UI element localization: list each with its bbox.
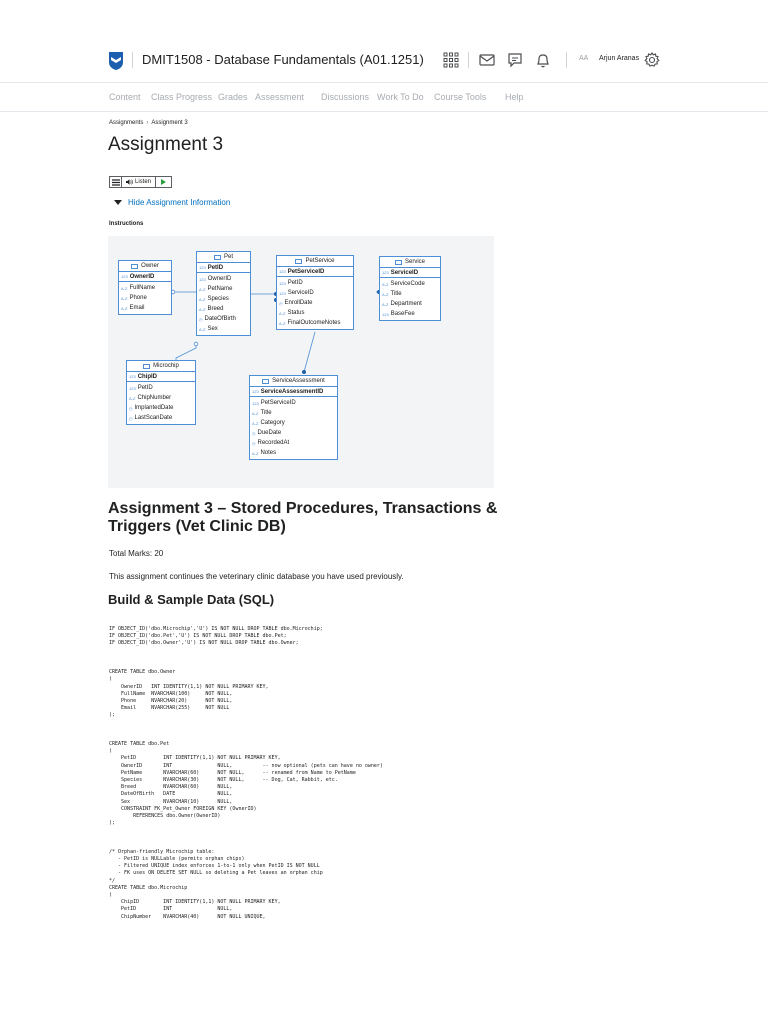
table-pet[interactable]	[196, 251, 251, 336]
chat-icon[interactable]	[506, 51, 524, 69]
code-line: - PetID is NULLable (permits orphan chips)	[109, 856, 245, 862]
column-row: ◷ EnrollDate	[279, 300, 313, 306]
code-line: PetName NVARCHAR(60) NOT NULL, -- renamed from Name to PetName	[109, 769, 356, 776]
code-line: /* Orphan-friendly Microchip table:	[109, 848, 215, 855]
column-row: 123 BaseFee	[382, 311, 415, 317]
header-separator	[468, 52, 469, 68]
total-marks: Total Marks: 20	[109, 549, 164, 558]
code-line	[109, 655, 669, 662]
code-line: OwnerID INT IDENTITY(1,1) NOT NULL PRIMARY KEY,	[109, 683, 269, 690]
breadcrumb-current: Assignment 3	[151, 120, 188, 126]
code-line: CREATE TABLE dbo.Pet	[109, 741, 170, 747]
column-row: A-Z Phone	[121, 295, 147, 301]
hide-assignment-info-label: Hide Assignment Information	[128, 198, 231, 207]
table-microchip[interactable]	[126, 360, 196, 425]
column-row: A-Z Breed	[199, 306, 224, 312]
column-row: A-Z Notes	[252, 450, 277, 456]
table-petservice[interactable]	[276, 255, 354, 330]
column-row: A-Z Category	[252, 420, 285, 426]
code-line: Sex NVARCHAR(10) NULL,	[109, 798, 233, 805]
column-row: 123 OwnerID	[199, 276, 232, 282]
hide-assignment-info-toggle[interactable]	[114, 198, 230, 207]
code-line: Breed NVARCHAR(60) NULL,	[109, 784, 233, 791]
column-row: A-Z Status	[279, 310, 305, 316]
code-line: Phone NVARCHAR(20) NOT NULL,	[109, 697, 233, 704]
instructions-label: Instructions	[109, 221, 144, 227]
nav-content[interactable]: Content	[109, 92, 141, 102]
nav-course-tools[interactable]: Course Tools	[434, 92, 487, 102]
column-row: A-Z Title	[382, 291, 402, 297]
listen-menu-button[interactable]	[109, 176, 122, 188]
column-row: 123 ServiceID	[279, 290, 314, 296]
clock-icon: ◷	[252, 430, 256, 436]
table-icon	[262, 379, 269, 384]
code-line: Email NVARCHAR(255) NOT NULL	[109, 705, 230, 712]
gear-icon[interactable]	[643, 51, 661, 69]
column-row: A-Z Species	[199, 296, 229, 302]
code-line: );	[109, 820, 116, 827]
course-nav	[0, 84, 768, 112]
code-line: Species NVARCHAR(30) NOT NULL, -- Dog, Cat, Rabbit, etc.	[109, 776, 338, 783]
code-line: DateOfBirth DATE NULL,	[109, 791, 233, 798]
table-header: Service	[380, 257, 440, 268]
code-line	[109, 719, 669, 726]
school-logo-icon[interactable]	[108, 51, 124, 71]
intro-paragraph: This assignment continues the veterinary clinic database you have used previously.	[109, 572, 404, 581]
caret-down-icon	[114, 200, 122, 205]
primary-key-column: 123 ChipID	[127, 372, 195, 382]
er-diagram	[108, 236, 494, 488]
code-line: (	[109, 676, 113, 683]
play-button[interactable]	[156, 176, 172, 188]
table-icon	[214, 255, 221, 260]
code-line: (	[109, 748, 113, 755]
breadcrumb	[109, 120, 188, 126]
primary-key-column: 123 PetID	[197, 263, 250, 273]
column-row: A-Z FinalOutcomeNotes	[279, 320, 341, 326]
code-line: (	[109, 891, 113, 898]
column-row: 123 PetServiceID	[252, 400, 296, 406]
column-row: A-Z Email	[121, 305, 145, 311]
course-title[interactable]: DMIT1508 - Database Fundamentals (A01.1251)	[142, 52, 424, 67]
sql-code-block	[109, 626, 669, 921]
clock-icon: ◷	[199, 316, 203, 322]
section-heading: Build & Sample Data (SQL)	[108, 592, 275, 607]
primary-key-column: 123 ServiceAssessmentID	[250, 387, 337, 397]
code-line: IF OBJECT_ID('dbo.Microchip','U') IS NOT NULL DROP TABLE dbo.Microchip;	[109, 626, 323, 632]
table-icon	[143, 364, 150, 369]
table-owner[interactable]	[118, 260, 172, 315]
listen-button[interactable]	[122, 176, 156, 188]
user-name[interactable]: Arjun Aranas	[599, 55, 640, 62]
code-line: CONSTRAINT FK_Pet_Owner FOREIGN KEY (OwnerID)	[109, 805, 257, 812]
page-title: Assignment 3	[108, 134, 224, 155]
code-line: ChipID INT IDENTITY(1,1) NOT NULL PRIMARY KEY,	[109, 899, 281, 906]
code-line: PetID INT IDENTITY(1,1) NOT NULL PRIMARY KEY,	[109, 755, 281, 762]
clock-icon: ◷	[252, 440, 256, 446]
code-line: OwnerID INT NULL, -- now optional (pets can have no owner)	[109, 762, 383, 769]
menu-icon	[112, 179, 120, 186]
table-service[interactable]	[379, 256, 441, 321]
table-header: Microchip	[127, 361, 195, 372]
table-header: Pet	[197, 252, 250, 263]
code-line: IF OBJECT_ID('dbo.Pet','U') IS NOT NULL DROP TABLE dbo.Pet;	[109, 633, 287, 640]
column-row: 123 PetID	[129, 385, 153, 391]
code-line: FullName NVARCHAR(100) NOT NULL,	[109, 690, 233, 697]
bell-icon[interactable]	[534, 51, 552, 69]
nav-help[interactable]: Help	[505, 92, 524, 102]
listen-label: Listen	[135, 179, 152, 185]
table-header: ServiceAssessment	[250, 376, 337, 387]
breadcrumb-assignments[interactable]: Assignments	[109, 120, 144, 126]
code-line: PetID INT NULL,	[109, 906, 233, 913]
play-icon	[161, 179, 166, 185]
table-icon	[131, 264, 138, 269]
column-row: ◷ RecordedAt	[252, 440, 290, 446]
code-line: ChipNumber NVARCHAR(40) NOT NULL UNIQUE,	[109, 913, 266, 920]
table-icon	[395, 260, 402, 265]
column-row: 123 PetID	[279, 280, 303, 286]
nav-grades[interactable]: Grades	[218, 92, 248, 102]
clock-icon: ◷	[129, 415, 133, 421]
column-row: ◷ LastScanDate	[129, 415, 173, 421]
code-line	[109, 727, 669, 734]
clock-icon: ◷	[279, 300, 283, 306]
code-line	[109, 648, 669, 655]
apps-grid-icon[interactable]	[442, 51, 460, 69]
assignment-heading: Assignment 3 – Stored Procedures, Transactions & Triggers (Vet Clinic DB)	[108, 500, 498, 535]
table-header: Owner	[119, 261, 171, 272]
readspeaker-toolbar	[109, 176, 172, 188]
nav-discussions[interactable]: Discussions	[321, 92, 370, 102]
column-row: A-Z ServiceCode	[382, 281, 425, 287]
code-line	[109, 834, 669, 841]
code-line: CREATE TABLE dbo.Microchip	[109, 884, 188, 891]
primary-key-column: 123 OwnerID	[119, 272, 171, 282]
column-row: A-Z Sex	[199, 326, 218, 332]
column-row: A-Z Department	[382, 301, 422, 307]
nav-class-progress[interactable]: Class Progress	[151, 92, 213, 102]
code-line: - FK uses ON DELETE SET NULL so deleting a Pet leaves an orphan chip	[109, 870, 323, 877]
top-bar	[0, 0, 768, 83]
speaker-icon	[126, 179, 133, 185]
column-row: A-Z ChipNumber	[129, 395, 172, 401]
clock-icon: ◷	[129, 405, 133, 411]
mail-icon[interactable]	[478, 51, 496, 69]
column-row: A-Z Title	[252, 410, 272, 416]
nav-assessment[interactable]: Assessment	[255, 92, 305, 102]
column-row: ◷ ImplantedDate	[129, 405, 174, 411]
table-serviceassessment[interactable]	[249, 375, 338, 460]
font-size-toggle[interactable]: AA	[579, 55, 589, 62]
column-row: ◷ DateOfBirth	[199, 316, 236, 322]
table-header: PetService	[277, 256, 353, 267]
code-line	[109, 827, 669, 834]
code-line: CREATE TABLE dbo.Owner	[109, 669, 176, 676]
code-line: - Filtered UNIQUE index enforces 1-to-1 only when PetID IS NOT NULL	[109, 863, 320, 870]
code-line	[109, 734, 669, 741]
primary-key-column: 123 ServiceID	[380, 268, 440, 278]
nav-work-to-do[interactable]: Work To Do	[377, 92, 424, 102]
column-row: A-Z PetName	[199, 286, 233, 292]
code-line	[109, 662, 669, 669]
table-icon	[295, 259, 302, 264]
logo-separator	[132, 52, 133, 68]
code-line: );	[109, 712, 116, 719]
code-line: REFERENCES dbo.Owner(OwnerID)	[109, 812, 221, 819]
code-line: IF OBJECT_ID('dbo.Owner','U') IS NOT NULL DROP TABLE dbo.Owner;	[109, 640, 299, 647]
breadcrumb-separator: ›	[146, 120, 149, 126]
column-row: ◷ DueDate	[252, 430, 282, 436]
primary-key-column: 123 PetServiceID	[277, 267, 353, 277]
code-line	[109, 842, 669, 849]
column-row: A-Z FullName	[121, 285, 156, 291]
code-line: */	[109, 877, 116, 884]
header-separator	[566, 52, 567, 68]
